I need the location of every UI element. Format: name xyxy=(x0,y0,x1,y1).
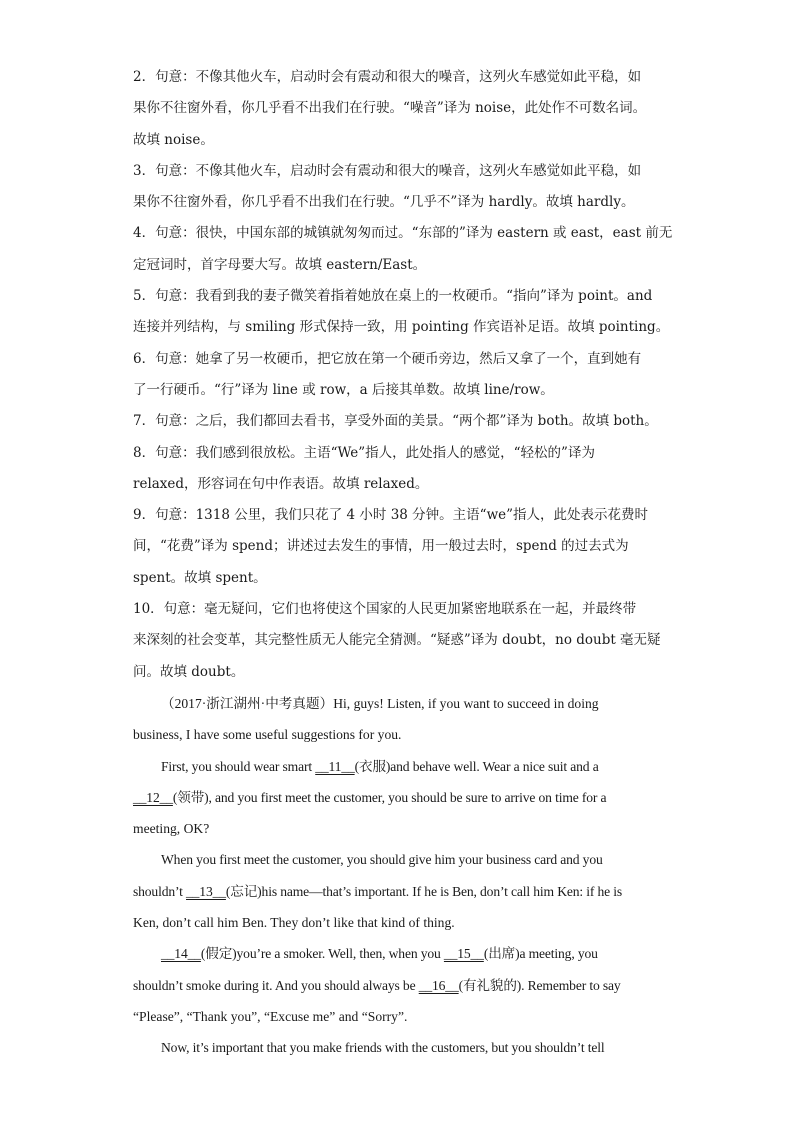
passage-line xyxy=(133,970,663,1001)
text-line: 果你不往窗外看，你几乎看不出我们在行驶。“噪音”译为 noise，此处作不可数名词。 xyxy=(133,100,647,117)
passage-text: (领带), and you first meet the customer, you should be sure to arrive on time for a xyxy=(172,789,607,805)
blank-14: __14__ xyxy=(161,946,201,962)
text-line: 了一行硬币。“行”译为 line 或 row，a 后接其单数。故填 line/row。 xyxy=(133,381,554,398)
text-line: 5．句意：我看到我的妻子微笑着指着她放在桌上的一枚硬币。“指向”译为 point。and xyxy=(133,288,653,305)
passage-text: (假定)you’re a smoker. Well, then, when you xyxy=(200,946,444,962)
passage-line: “Please”, “Thank you”, “Excuse me” and “Sorry”. xyxy=(133,1008,408,1024)
document-content xyxy=(133,62,673,1064)
passage-text: (出席)a meeting, you xyxy=(483,946,598,962)
text-line: 间，“花费”译为 spend；讲述过去发生的事情，用一般过去时，spend 的过去式为 xyxy=(133,538,629,555)
text-line: 故填 noise。 xyxy=(133,131,214,148)
text-line: 连接并列结构，与 smiling 形式保持一致，用 pointing 作宾语补足语。故填 pointing。 xyxy=(133,319,670,336)
passage-text: (衣服)and behave well. Wear a nice suit and a xyxy=(354,758,599,774)
answer-10 xyxy=(133,594,663,688)
passage-line xyxy=(133,751,663,782)
text-line: 来深刻的社会变革，其完整性质无人能完全猜测。“疑惑”译为 doubt，no doubt 毫无疑 xyxy=(133,632,661,649)
passage-text: First, you should wear smart xyxy=(161,758,316,774)
text-line: relaxed，形容词在句中作表语。故填 relaxed。 xyxy=(133,475,429,492)
passage-line xyxy=(133,782,663,813)
text-line: 6．句意：她拿了另一枚硬币，把它放在第一个硬币旁边，然后又拿了一个，直到她有 xyxy=(133,350,642,367)
question-source: （2017·浙江湖州·中考真题） xyxy=(161,695,334,711)
passage-line: When you first meet the customer, you should give him your business card and you xyxy=(161,852,603,868)
text-line: 7．句意：之后，我们都回去看书，享受外面的美景。“两个都”译为 both。故填 both。 xyxy=(133,413,658,430)
passage-text: (有礼貌的). Remember to say xyxy=(458,977,621,993)
text-line: 8．句意：我们感到很放松。主语“We”指人，此处指人的感觉，“轻松的”译为 xyxy=(133,444,595,461)
passage-line: Now, it’s important that you make friends with the customers, but you shouldn’t tell xyxy=(161,1040,605,1056)
text-line: 9．句意：1318 公里，我们只花了 4 小时 38 分钟。主语“we”指人，此处表示花费时 xyxy=(133,507,649,524)
passage-text: shouldn’t smoke during it. And you should always be xyxy=(133,977,419,993)
passage-line: meeting, OK? xyxy=(133,821,210,837)
passage-text: Hi, guys! Listen, if you want to succeed in doing xyxy=(333,695,599,711)
answer-2 xyxy=(133,62,663,156)
text-line: 4．句意：很快，中国东部的城镇就匆匆而过。“东部的”译为 eastern 或 east，east 前无 xyxy=(133,225,673,242)
text-line: spent。故填 spent。 xyxy=(133,569,267,586)
answer-9 xyxy=(133,500,663,594)
text-line: 定冠词时，首字母要大写。故填 eastern/East。 xyxy=(133,256,427,273)
passage-line xyxy=(133,938,663,969)
blank-16: __16__ xyxy=(418,977,459,993)
answer-7 xyxy=(133,406,663,437)
passage-text: shouldn’t xyxy=(133,883,187,899)
text-line: 10．句意：毫无疑问，它们也将使这个国家的人民更加紧密地联系在一起，并最终带 xyxy=(133,601,637,618)
answer-5 xyxy=(133,281,670,344)
passage-line: business, I have some useful suggestions for you. xyxy=(133,727,402,743)
text-line: 果你不往窗外看，你几乎看不出我们在行驶。“几乎不”译为 hardly。故填 hardly。 xyxy=(133,194,635,211)
blank-15: __15__ xyxy=(443,946,484,962)
answer-3 xyxy=(133,156,663,219)
answer-6 xyxy=(133,344,663,407)
text-line: 3．句意：不像其他火车，启动时会有震动和很大的噪音，这列火车感觉如此平稳，如 xyxy=(133,162,642,179)
blank-13: __13__ xyxy=(186,883,226,899)
cloze-passage xyxy=(133,688,663,1064)
text-line: 问。故填 doubt。 xyxy=(133,663,245,680)
passage-line xyxy=(133,876,663,907)
passage-line xyxy=(133,688,663,719)
blank-11: __11__ xyxy=(315,758,355,774)
answer-8 xyxy=(133,438,663,501)
passage-line: Ken, don’t call him Ben. They don’t like that kind of thing. xyxy=(133,915,455,931)
blank-12: __12__ xyxy=(133,789,173,805)
answer-4 xyxy=(133,218,673,281)
text-line: 2．句意：不像其他火车，启动时会有震动和很大的噪音，这列火车感觉如此平稳，如 xyxy=(133,69,642,85)
passage-text: (忘记)his name—that’s important. If he is Ben, don’t call him Ken: if he is xyxy=(225,883,623,899)
